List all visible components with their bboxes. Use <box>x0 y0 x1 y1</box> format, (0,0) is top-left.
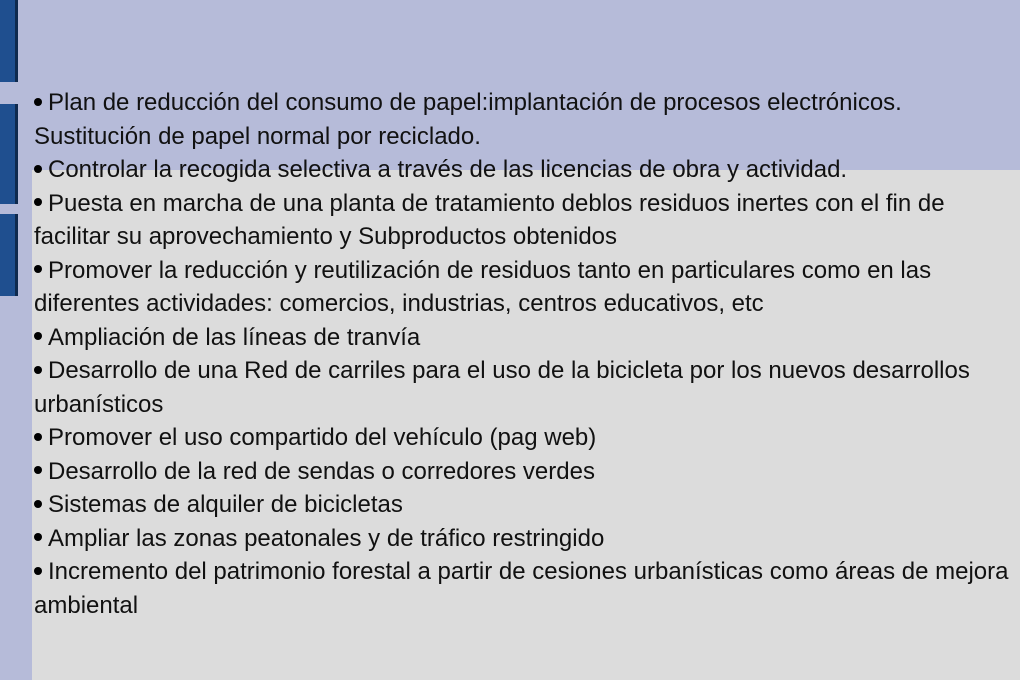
list-item <box>34 187 1009 254</box>
bullet-list <box>34 86 1009 622</box>
list-item-text: Promover el uso compartido del vehículo (pag web) <box>48 424 597 451</box>
list-item-text: Puesta en marcha de una planta de tratamiento deblos residuos inertes con el fin de facilitar su aprovechamiento y Subproductos obtenidos <box>34 189 945 250</box>
decorative-accent-bar <box>0 0 18 82</box>
bullet-icon <box>34 567 42 575</box>
list-item <box>34 555 1009 622</box>
bullet-icon <box>34 500 42 508</box>
list-item <box>34 455 1009 489</box>
bullet-icon <box>34 198 42 206</box>
bullet-icon <box>34 165 42 173</box>
slide-content <box>34 86 1009 622</box>
list-item-text: Incremento del patrimonio forestal a partir de cesiones urbanísticas como áreas de mejora ambiental <box>34 558 1009 619</box>
list-item-text: Desarrollo de una Red de carriles para el uso de la bicicleta por los nuevos desarrollos urbanísticos <box>34 357 970 418</box>
list-item-text: Promover la reducción y reutilización de residuos tanto en particulares como en las diferentes actividades: comercios, industrias, centros educativos, etc <box>34 256 932 317</box>
list-item <box>34 354 1009 421</box>
list-item <box>34 254 1009 321</box>
list-item-text: Sistemas de alquiler de bicicletas <box>48 491 403 518</box>
decorative-accent-bar <box>0 214 18 296</box>
list-item <box>34 488 1009 522</box>
slide-left-band <box>0 0 32 680</box>
list-item <box>34 421 1009 455</box>
list-item <box>34 522 1009 556</box>
bullet-icon <box>34 366 42 374</box>
list-item-text: Ampliación de las líneas de tranvía <box>48 323 421 351</box>
bullet-icon <box>34 466 42 474</box>
list-item <box>34 153 1009 187</box>
list-item <box>34 321 1009 355</box>
list-item <box>34 86 1009 153</box>
list-item-text: Ampliar las zonas peatonales y de tráfico restringido <box>48 524 605 552</box>
bullet-icon <box>34 265 42 273</box>
list-item-text: Controlar la recogida selectiva a través de las licencias de obra y actividad. <box>48 156 848 183</box>
bullet-icon <box>34 332 42 340</box>
bullet-icon <box>34 433 42 441</box>
bullet-icon <box>34 98 42 106</box>
bullet-icon <box>34 533 42 541</box>
decorative-accent-bar <box>0 104 18 204</box>
list-item-text: Desarrollo de la red de sendas o corredores verdes <box>48 457 595 485</box>
list-item-text: Plan de reducción del consumo de papel:implantación de procesos electrónicos. Sustitución de papel normal por reciclado. <box>34 89 902 150</box>
